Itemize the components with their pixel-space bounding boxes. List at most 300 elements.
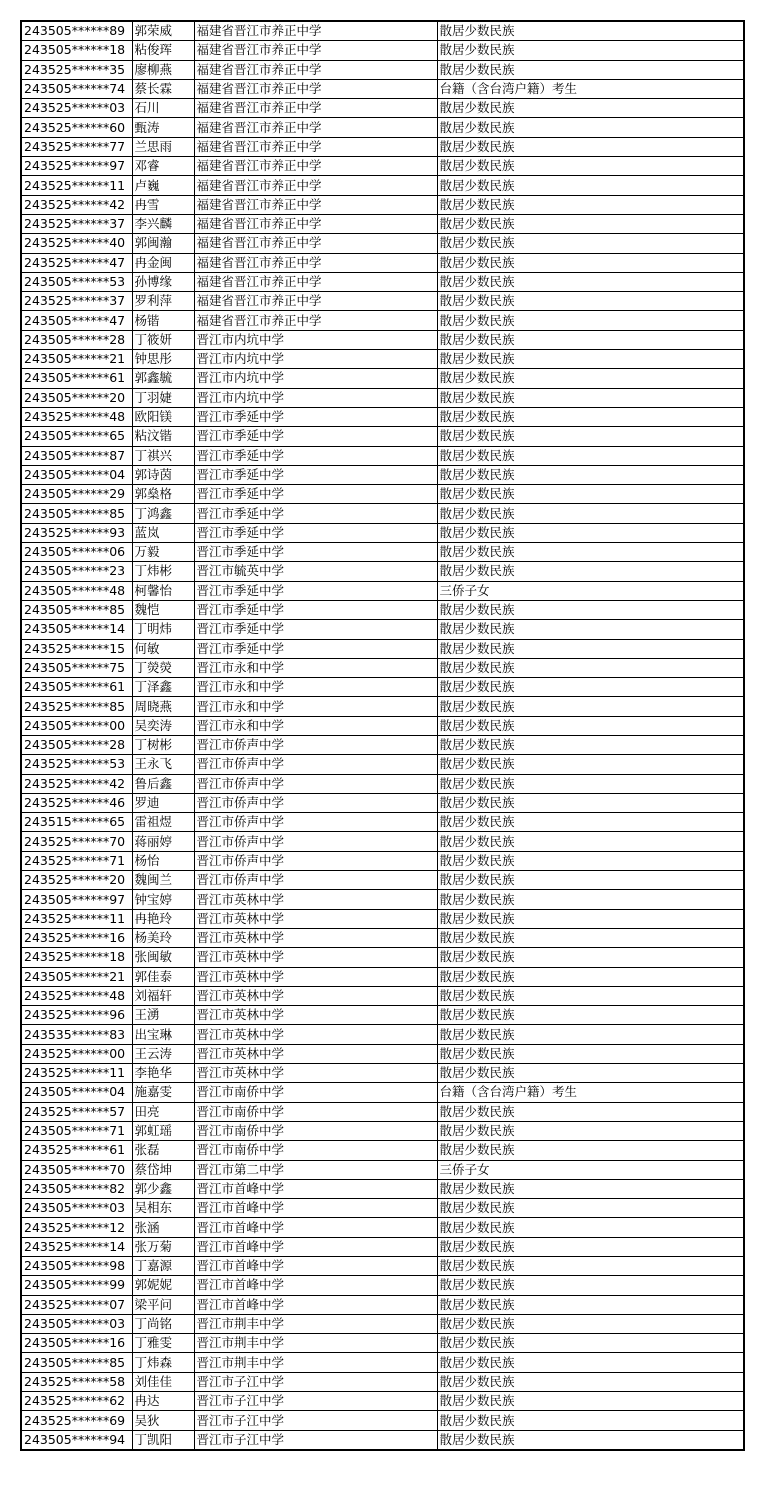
category-cell: 散居少数民族 xyxy=(437,697,744,716)
school-cell: 福建省晋江市养正中学 xyxy=(194,157,437,176)
category-cell: 散居少数民族 xyxy=(437,1218,744,1237)
student-id-cell: 243505******89 xyxy=(21,21,132,41)
table-row xyxy=(21,234,744,253)
student-id-cell: 243505******14 xyxy=(21,620,132,639)
student-id-cell: 243535******83 xyxy=(21,1025,132,1044)
table-row xyxy=(21,871,744,890)
school-cell: 晋江市首峰中学 xyxy=(194,1218,437,1237)
table-row xyxy=(21,79,744,98)
table-row xyxy=(21,1199,744,1218)
student-name-cell: 郭闽瀚 xyxy=(132,234,194,253)
category-cell: 散居少数民族 xyxy=(437,1006,744,1025)
student-name-cell: 兰思雨 xyxy=(132,137,194,156)
student-id-cell: 243525******03 xyxy=(21,99,132,118)
student-name-cell: 吴奕涛 xyxy=(132,716,194,735)
category-cell: 散居少数民族 xyxy=(437,851,744,870)
category-cell: 散居少数民族 xyxy=(437,755,744,774)
category-cell: 散居少数民族 xyxy=(437,407,744,426)
student-name-cell: 邓睿 xyxy=(132,157,194,176)
table-row xyxy=(21,1179,744,1198)
category-cell: 散居少数民族 xyxy=(437,774,744,793)
school-cell: 晋江市首峰中学 xyxy=(194,1276,437,1295)
table-row xyxy=(21,678,744,697)
school-cell: 福建省晋江市养正中学 xyxy=(194,99,437,118)
student-id-cell: 243525******93 xyxy=(21,523,132,542)
student-name-cell: 柯馨怡 xyxy=(132,581,194,600)
category-cell: 散居少数民族 xyxy=(437,562,744,581)
table-row xyxy=(21,176,744,195)
table-row xyxy=(21,1006,744,1025)
school-cell: 晋江市第二中学 xyxy=(194,1160,437,1179)
category-cell: 散居少数民族 xyxy=(437,543,744,562)
student-id-cell: 243525******11 xyxy=(21,1064,132,1083)
school-cell: 福建省晋江市养正中学 xyxy=(194,272,437,291)
student-name-cell: 李兴麟 xyxy=(132,214,194,233)
school-cell: 晋江市英林中学 xyxy=(194,928,437,947)
student-name-cell: 蔡岱坤 xyxy=(132,1160,194,1179)
student-name-cell: 鲁后鑫 xyxy=(132,774,194,793)
table-row xyxy=(21,658,744,677)
category-cell: 散居少数民族 xyxy=(437,1025,744,1044)
category-cell: 散居少数民族 xyxy=(437,485,744,504)
table-row xyxy=(21,427,744,446)
table-row xyxy=(21,1314,744,1333)
category-cell: 散居少数民族 xyxy=(437,1276,744,1295)
student-id-cell: 243525******12 xyxy=(21,1218,132,1237)
school-cell: 晋江市英林中学 xyxy=(194,909,437,928)
student-id-cell: 243525******11 xyxy=(21,909,132,928)
category-cell: 散居少数民族 xyxy=(437,1044,744,1063)
school-cell: 晋江市季延中学 xyxy=(194,427,437,446)
student-name-cell: 郭虹瑶 xyxy=(132,1121,194,1140)
student-id-cell: 243505******20 xyxy=(21,388,132,407)
student-id-cell: 243505******04 xyxy=(21,465,132,484)
student-id-cell: 243525******77 xyxy=(21,137,132,156)
student-id-cell: 243525******85 xyxy=(21,697,132,716)
table-row xyxy=(21,967,744,986)
table-row xyxy=(21,600,744,619)
school-cell: 晋江市季延中学 xyxy=(194,446,437,465)
student-id-cell: 243505******85 xyxy=(21,504,132,523)
student-name-cell: 石川 xyxy=(132,99,194,118)
school-cell: 福建省晋江市养正中学 xyxy=(194,292,437,311)
student-name-cell: 周晓燕 xyxy=(132,697,194,716)
category-cell: 散居少数民族 xyxy=(437,157,744,176)
table-row xyxy=(21,446,744,465)
student-name-cell: 钟思彤 xyxy=(132,350,194,369)
student-id-cell: 243505******18 xyxy=(21,41,132,60)
school-cell: 晋江市英林中学 xyxy=(194,890,437,909)
category-cell: 散居少数民族 xyxy=(437,253,744,272)
student-id-cell: 243525******96 xyxy=(21,1006,132,1025)
category-cell: 散居少数民族 xyxy=(437,967,744,986)
school-cell: 晋江市英林中学 xyxy=(194,1064,437,1083)
category-cell: 散居少数民族 xyxy=(437,427,744,446)
category-cell: 散居少数民族 xyxy=(437,446,744,465)
student-name-cell: 卢巍 xyxy=(132,176,194,195)
category-cell: 散居少数民族 xyxy=(437,195,744,214)
student-id-cell: 243505******06 xyxy=(21,543,132,562)
student-id-cell: 243525******37 xyxy=(21,214,132,233)
category-cell: 散居少数民族 xyxy=(437,986,744,1005)
school-cell: 晋江市内坑中学 xyxy=(194,369,437,388)
school-cell: 福建省晋江市养正中学 xyxy=(194,195,437,214)
category-cell: 台籍（含台湾户籍）考生 xyxy=(437,79,744,98)
school-cell: 晋江市季延中学 xyxy=(194,523,437,542)
student-id-cell: 243525******42 xyxy=(21,774,132,793)
student-id-cell: 243505******29 xyxy=(21,485,132,504)
student-name-cell: 丁熒熒 xyxy=(132,658,194,677)
student-id-cell: 243525******07 xyxy=(21,1295,132,1314)
student-id-cell: 243505******74 xyxy=(21,79,132,98)
school-cell: 福建省晋江市养正中学 xyxy=(194,21,437,41)
category-cell: 散居少数民族 xyxy=(437,1372,744,1391)
student-name-cell: 吴相东 xyxy=(132,1199,194,1218)
table-row xyxy=(21,1392,744,1411)
school-cell: 晋江市侨声中学 xyxy=(194,774,437,793)
student-name-cell: 孙博缘 xyxy=(132,272,194,291)
category-cell: 散居少数民族 xyxy=(437,716,744,735)
student-id-cell: 243505******61 xyxy=(21,369,132,388)
student-name-cell: 冉雪 xyxy=(132,195,194,214)
school-cell: 晋江市首峰中学 xyxy=(194,1257,437,1276)
school-cell: 晋江市内坑中学 xyxy=(194,350,437,369)
student-name-cell: 郭佳泰 xyxy=(132,967,194,986)
table-row xyxy=(21,755,744,774)
table-row xyxy=(21,1121,744,1140)
table-row xyxy=(21,1025,744,1044)
school-cell: 晋江市季延中学 xyxy=(194,639,437,658)
category-cell: 散居少数民族 xyxy=(437,369,744,388)
school-cell: 福建省晋江市养正中学 xyxy=(194,234,437,253)
category-cell: 散居少数民族 xyxy=(437,678,744,697)
student-id-cell: 243505******82 xyxy=(21,1179,132,1198)
category-cell: 散居少数民族 xyxy=(437,99,744,118)
student-name-cell: 蓝岚 xyxy=(132,523,194,542)
table-row xyxy=(21,716,744,735)
student-name-cell: 钟宝婷 xyxy=(132,890,194,909)
student-name-cell: 张闽敏 xyxy=(132,948,194,967)
category-cell: 散居少数民族 xyxy=(437,465,744,484)
school-cell: 福建省晋江市养正中学 xyxy=(194,118,437,137)
student-name-cell: 丁明炜 xyxy=(132,620,194,639)
category-cell: 散居少数民族 xyxy=(437,1257,744,1276)
category-cell: 散居少数民族 xyxy=(437,1430,744,1450)
student-id-cell: 243525******20 xyxy=(21,871,132,890)
table-row xyxy=(21,581,744,600)
category-cell: 台籍（含台湾户籍）考生 xyxy=(437,1083,744,1102)
school-cell: 晋江市永和中学 xyxy=(194,697,437,716)
student-name-cell: 吴狄 xyxy=(132,1411,194,1430)
table-row xyxy=(21,292,744,311)
school-cell: 晋江市首峰中学 xyxy=(194,1237,437,1256)
category-cell: 散居少数民族 xyxy=(437,948,744,967)
school-cell: 晋江市侨声中学 xyxy=(194,735,437,754)
student-id-cell: 243525******61 xyxy=(21,1141,132,1160)
category-cell: 散居少数民族 xyxy=(437,890,744,909)
student-id-cell: 243525******47 xyxy=(21,253,132,272)
category-cell: 散居少数民族 xyxy=(437,118,744,137)
student-name-cell: 丁筱妍 xyxy=(132,330,194,349)
student-name-cell: 李艳华 xyxy=(132,1064,194,1083)
school-cell: 福建省晋江市养正中学 xyxy=(194,176,437,195)
table-row xyxy=(21,504,744,523)
student-name-cell: 丁鸿鑫 xyxy=(132,504,194,523)
table-row xyxy=(21,1411,744,1430)
category-cell: 散居少数民族 xyxy=(437,234,744,253)
student-id-cell: 243505******03 xyxy=(21,1199,132,1218)
student-name-cell: 田亮 xyxy=(132,1102,194,1121)
category-cell: 散居少数民族 xyxy=(437,1064,744,1083)
category-cell: 三侨子女 xyxy=(437,581,744,600)
student-id-cell: 243525******97 xyxy=(21,157,132,176)
roster-table xyxy=(20,20,745,1451)
table-row xyxy=(21,909,744,928)
table-row xyxy=(21,986,744,1005)
category-cell: 散居少数民族 xyxy=(437,909,744,928)
student-id-cell: 243525******70 xyxy=(21,832,132,851)
student-id-cell: 243525******37 xyxy=(21,292,132,311)
student-id-cell: 243525******11 xyxy=(21,176,132,195)
student-name-cell: 郭鑫毓 xyxy=(132,369,194,388)
school-cell: 晋江市英林中学 xyxy=(194,1025,437,1044)
student-id-cell: 243525******48 xyxy=(21,986,132,1005)
school-cell: 晋江市英林中学 xyxy=(194,1044,437,1063)
category-cell: 散居少数民族 xyxy=(437,292,744,311)
table-row xyxy=(21,1218,744,1237)
student-id-cell: 243505******28 xyxy=(21,735,132,754)
category-cell: 散居少数民族 xyxy=(437,523,744,542)
category-cell: 散居少数民族 xyxy=(437,272,744,291)
school-cell: 晋江市首峰中学 xyxy=(194,1199,437,1218)
table-row xyxy=(21,1295,744,1314)
student-name-cell: 粘俊珲 xyxy=(132,41,194,60)
table-row xyxy=(21,1372,744,1391)
table-row xyxy=(21,41,744,60)
school-cell: 晋江市南侨中学 xyxy=(194,1141,437,1160)
school-cell: 晋江市永和中学 xyxy=(194,678,437,697)
school-cell: 晋江市侨声中学 xyxy=(194,851,437,870)
school-cell: 晋江市南侨中学 xyxy=(194,1083,437,1102)
student-name-cell: 丁炜彬 xyxy=(132,562,194,581)
student-id-cell: 243505******03 xyxy=(21,1314,132,1333)
category-cell: 散居少数民族 xyxy=(437,1141,744,1160)
student-name-cell: 张涵 xyxy=(132,1218,194,1237)
category-cell: 散居少数民族 xyxy=(437,350,744,369)
student-id-cell: 243525******42 xyxy=(21,195,132,214)
school-cell: 晋江市首峰中学 xyxy=(194,1295,437,1314)
school-cell: 晋江市毓英中学 xyxy=(194,562,437,581)
student-id-cell: 243505******21 xyxy=(21,967,132,986)
student-id-cell: 243505******28 xyxy=(21,330,132,349)
school-cell: 福建省晋江市养正中学 xyxy=(194,311,437,330)
school-cell: 晋江市永和中学 xyxy=(194,658,437,677)
school-cell: 晋江市南侨中学 xyxy=(194,1102,437,1121)
school-cell: 晋江市子江中学 xyxy=(194,1392,437,1411)
school-cell: 晋江市季延中学 xyxy=(194,504,437,523)
student-name-cell: 丁炜森 xyxy=(132,1353,194,1372)
school-cell: 晋江市英林中学 xyxy=(194,1006,437,1025)
category-cell: 散居少数民族 xyxy=(437,639,744,658)
school-cell: 晋江市子江中学 xyxy=(194,1372,437,1391)
table-row xyxy=(21,639,744,658)
student-name-cell: 出宝琳 xyxy=(132,1025,194,1044)
school-cell: 晋江市荆丰中学 xyxy=(194,1353,437,1372)
category-cell: 散居少数民族 xyxy=(437,41,744,60)
student-id-cell: 243505******47 xyxy=(21,311,132,330)
roster-body xyxy=(21,21,744,1450)
student-id-cell: 243505******48 xyxy=(21,581,132,600)
table-row xyxy=(21,523,744,542)
school-cell: 晋江市荆丰中学 xyxy=(194,1314,437,1333)
student-name-cell: 杨怡 xyxy=(132,851,194,870)
student-id-cell: 243505******97 xyxy=(21,890,132,909)
table-row xyxy=(21,793,744,812)
table-row xyxy=(21,832,744,851)
table-row xyxy=(21,543,744,562)
student-id-cell: 243505******70 xyxy=(21,1160,132,1179)
category-cell: 散居少数民族 xyxy=(437,214,744,233)
student-id-cell: 243525******53 xyxy=(21,755,132,774)
student-id-cell: 243525******14 xyxy=(21,1237,132,1256)
student-id-cell: 243525******62 xyxy=(21,1392,132,1411)
table-row xyxy=(21,813,744,832)
student-id-cell: 243505******75 xyxy=(21,658,132,677)
student-name-cell: 罗利萍 xyxy=(132,292,194,311)
student-id-cell: 243525******58 xyxy=(21,1372,132,1391)
student-name-cell: 蔡长霖 xyxy=(132,79,194,98)
student-name-cell: 欧阳镁 xyxy=(132,407,194,426)
table-row xyxy=(21,1257,744,1276)
student-name-cell: 甄涛 xyxy=(132,118,194,137)
student-name-cell: 丁雅雯 xyxy=(132,1334,194,1353)
category-cell: 散居少数民族 xyxy=(437,137,744,156)
student-name-cell: 何敏 xyxy=(132,639,194,658)
student-id-cell: 243505******99 xyxy=(21,1276,132,1295)
table-row xyxy=(21,928,744,947)
table-row xyxy=(21,1160,744,1179)
table-row xyxy=(21,272,744,291)
student-name-cell: 刘佳佳 xyxy=(132,1372,194,1391)
category-cell: 散居少数民族 xyxy=(437,1121,744,1140)
student-id-cell: 243505******71 xyxy=(21,1121,132,1140)
school-cell: 晋江市南侨中学 xyxy=(194,1121,437,1140)
table-row xyxy=(21,1083,744,1102)
school-cell: 晋江市季延中学 xyxy=(194,543,437,562)
school-cell: 晋江市子江中学 xyxy=(194,1430,437,1450)
student-id-cell: 243515******65 xyxy=(21,813,132,832)
table-row xyxy=(21,1430,744,1450)
table-row xyxy=(21,60,744,79)
student-name-cell: 梁平问 xyxy=(132,1295,194,1314)
school-cell: 福建省晋江市养正中学 xyxy=(194,137,437,156)
table-row xyxy=(21,21,744,41)
school-cell: 福建省晋江市养正中学 xyxy=(194,253,437,272)
category-cell: 散居少数民族 xyxy=(437,1411,744,1430)
category-cell: 散居少数民族 xyxy=(437,1237,744,1256)
student-id-cell: 243505******53 xyxy=(21,272,132,291)
student-id-cell: 243505******23 xyxy=(21,562,132,581)
table-row xyxy=(21,562,744,581)
student-name-cell: 粘汶锴 xyxy=(132,427,194,446)
student-name-cell: 冉金闽 xyxy=(132,253,194,272)
category-cell: 三侨子女 xyxy=(437,1160,744,1179)
table-row xyxy=(21,1237,744,1256)
category-cell: 散居少数民族 xyxy=(437,176,744,195)
school-cell: 福建省晋江市养正中学 xyxy=(194,41,437,60)
student-name-cell: 丁泽鑫 xyxy=(132,678,194,697)
table-row xyxy=(21,311,744,330)
category-cell: 散居少数民族 xyxy=(437,311,744,330)
school-cell: 晋江市荆丰中学 xyxy=(194,1334,437,1353)
school-cell: 晋江市英林中学 xyxy=(194,948,437,967)
student-name-cell: 刘福轩 xyxy=(132,986,194,1005)
table-row xyxy=(21,118,744,137)
student-id-cell: 243505******94 xyxy=(21,1430,132,1450)
table-row xyxy=(21,774,744,793)
category-cell: 散居少数民族 xyxy=(437,735,744,754)
school-cell: 福建省晋江市养正中学 xyxy=(194,60,437,79)
table-row xyxy=(21,890,744,909)
category-cell: 散居少数民族 xyxy=(437,813,744,832)
student-name-cell: 冉达 xyxy=(132,1392,194,1411)
table-row xyxy=(21,735,744,754)
school-cell: 晋江市季延中学 xyxy=(194,485,437,504)
category-cell: 散居少数民族 xyxy=(437,60,744,79)
student-id-cell: 243525******16 xyxy=(21,928,132,947)
school-cell: 晋江市季延中学 xyxy=(194,465,437,484)
table-row xyxy=(21,948,744,967)
student-name-cell: 丁嘉源 xyxy=(132,1257,194,1276)
table-row xyxy=(21,330,744,349)
school-cell: 福建省晋江市养正中学 xyxy=(194,214,437,233)
table-row xyxy=(21,1044,744,1063)
category-cell: 散居少数民族 xyxy=(437,1334,744,1353)
table-row xyxy=(21,851,744,870)
student-id-cell: 243525******60 xyxy=(21,118,132,137)
table-row xyxy=(21,485,744,504)
school-cell: 晋江市子江中学 xyxy=(194,1411,437,1430)
category-cell: 散居少数民族 xyxy=(437,330,744,349)
student-name-cell: 冉艳玲 xyxy=(132,909,194,928)
student-id-cell: 243505******65 xyxy=(21,427,132,446)
table-row xyxy=(21,465,744,484)
category-cell: 散居少数民族 xyxy=(437,1179,744,1198)
school-cell: 晋江市侨声中学 xyxy=(194,832,437,851)
student-id-cell: 243525******00 xyxy=(21,1044,132,1063)
student-name-cell: 丁祺兴 xyxy=(132,446,194,465)
category-cell: 散居少数民族 xyxy=(437,1199,744,1218)
category-cell: 散居少数民族 xyxy=(437,1102,744,1121)
school-cell: 晋江市侨声中学 xyxy=(194,755,437,774)
school-cell: 晋江市首峰中学 xyxy=(194,1179,437,1198)
student-name-cell: 丁尚铭 xyxy=(132,1314,194,1333)
category-cell: 散居少数民族 xyxy=(437,658,744,677)
table-row xyxy=(21,1064,744,1083)
student-name-cell: 郭妮妮 xyxy=(132,1276,194,1295)
student-name-cell: 张磊 xyxy=(132,1141,194,1160)
student-name-cell: 施嘉雯 xyxy=(132,1083,194,1102)
student-name-cell: 魏闽兰 xyxy=(132,871,194,890)
student-id-cell: 243525******71 xyxy=(21,851,132,870)
school-cell: 晋江市英林中学 xyxy=(194,967,437,986)
school-cell: 晋江市季延中学 xyxy=(194,407,437,426)
category-cell: 散居少数民族 xyxy=(437,600,744,619)
school-cell: 晋江市内坑中学 xyxy=(194,388,437,407)
category-cell: 散居少数民族 xyxy=(437,1392,744,1411)
school-cell: 晋江市英林中学 xyxy=(194,986,437,1005)
student-name-cell: 杨锴 xyxy=(132,311,194,330)
